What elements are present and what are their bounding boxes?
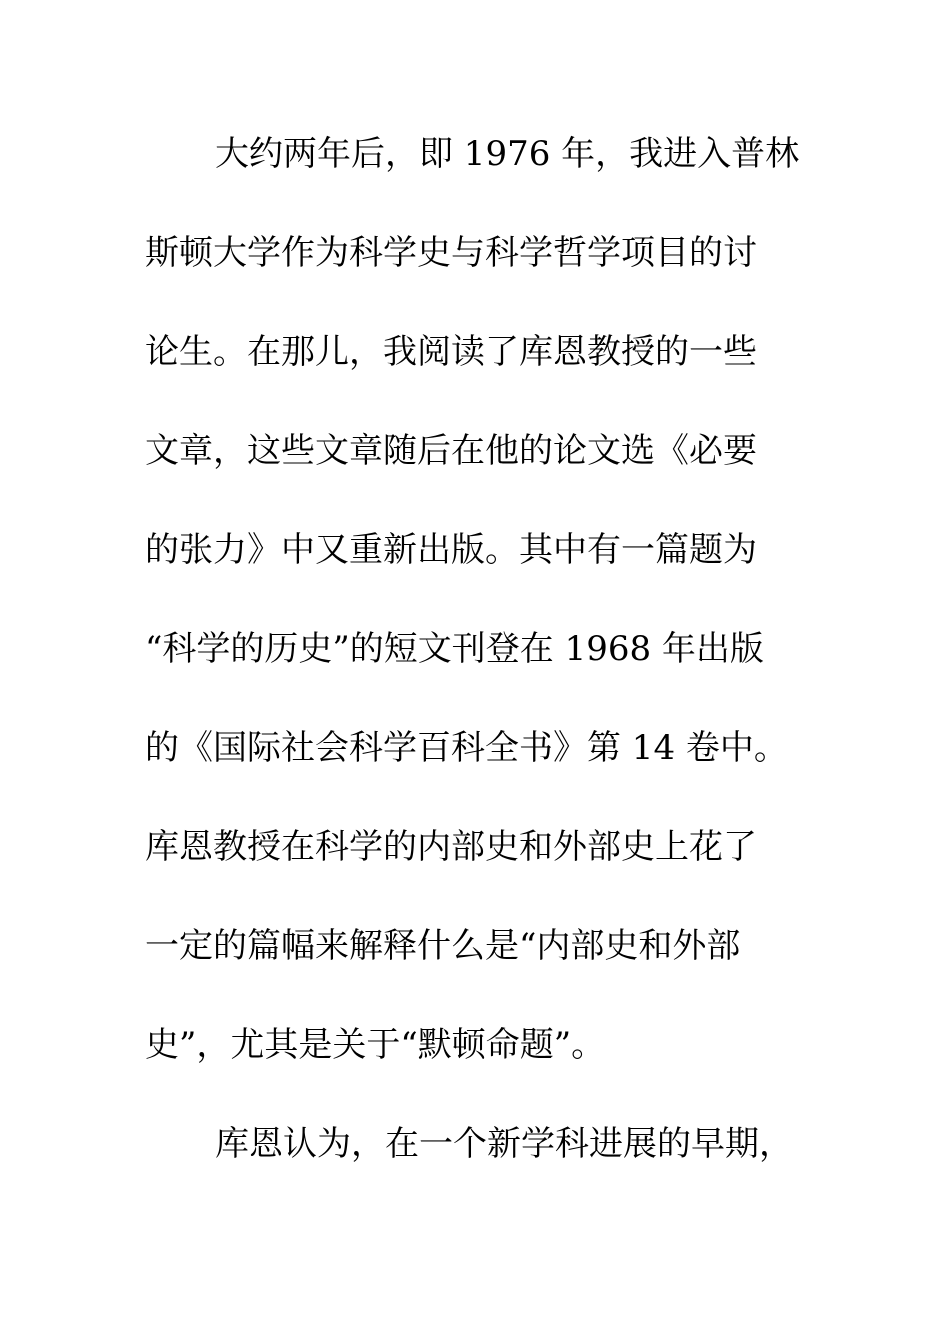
paragraph-1-line-2: 斯顿大学作为科学史与科学哲学项目的讨 bbox=[145, 233, 757, 273]
paragraph-1-line-3: 论生。在那儿，我阅读了库恩教授的一些 bbox=[145, 332, 757, 372]
paragraph-1-line-1: 大约两年后，即 1976 年，我进入普林 bbox=[215, 134, 800, 174]
paragraph-2-line-1: 库恩认为，在一个新学科进展的早期， bbox=[215, 1124, 793, 1164]
paragraph-1-line-4: 文章，这些文章随后在他的论文选《必要 bbox=[145, 431, 757, 471]
paragraph-1-line-10: 史”，尤其是关于“默顿命题”。 bbox=[145, 1025, 606, 1065]
paragraph-1-line-7: 的《国际社会科学百科全书》第 14 卷中。 bbox=[145, 728, 788, 768]
paragraph-1-line-5: 的张力》中又重新出版。其中有一篇题为 bbox=[145, 530, 757, 570]
paragraph-1-line-8: 库恩教授在科学的内部史和外部史上花了 bbox=[145, 827, 757, 867]
document-body bbox=[145, 127, 845, 1216]
paragraph-1-line-6: “科学的历史”的短文刊登在 1968 年出版 bbox=[145, 629, 764, 669]
paragraph-1-line-9: 一定的篇幅来解释什么是“内部史和外部 bbox=[145, 926, 741, 966]
